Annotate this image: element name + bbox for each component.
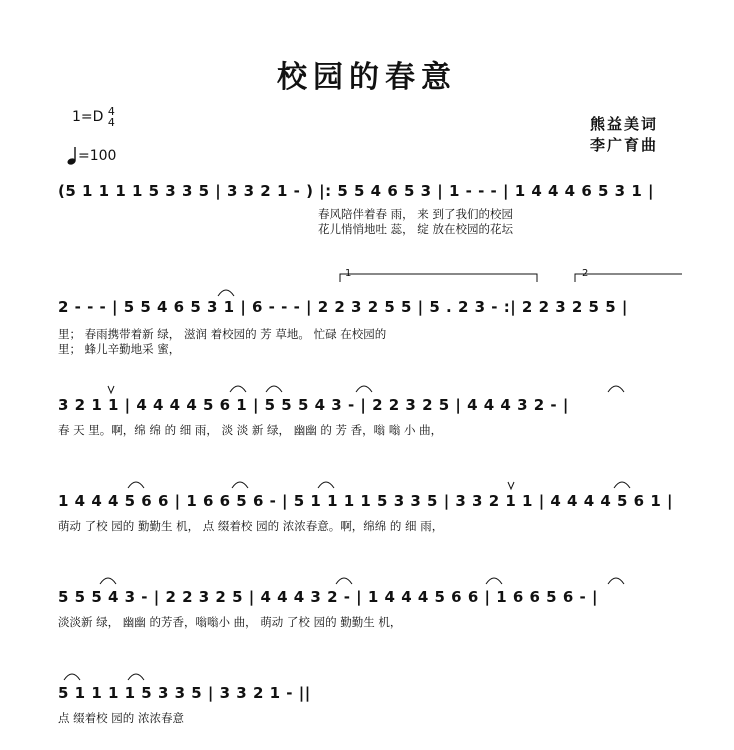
time-signature xyxy=(108,106,115,128)
slur xyxy=(608,578,624,584)
credits xyxy=(590,114,658,156)
second-ending-label: 2 xyxy=(582,268,589,279)
notes-line: 3 2 1 1 | 4 4 4 4 5 6 1 | 5 5 5 4 3 - | 2 2 3 2 5 | 4 4 4 3 2 - | xyxy=(58,396,569,414)
slur xyxy=(218,290,234,296)
lyrics-line: 淡淡新 绿， 幽幽 的芳香，嗡嗡小 曲， 萌动 了校 园的 勤勤生 机， xyxy=(58,615,402,629)
lyrics-verse-1: 春风陪伴着春 雨， 来 到了我们的校园 xyxy=(318,207,513,221)
lyrics-verse-1: 里； 春雨携带着新 绿， 滋润 着校园的 芳 草地。 忙碌 在校园的 xyxy=(58,327,387,341)
composer: 李广育曲 xyxy=(590,136,659,154)
notes-line: (5 1 1 1 1 5 3 3 5 | 3 3 2 1 - ) |: 5 5 4 6 5 3 | 1 - - - | 1 4 4 4 6 5 3 1 | xyxy=(58,182,654,200)
slur xyxy=(486,578,502,584)
slur xyxy=(100,578,116,584)
notes-line: 2 - - - | 5 5 4 6 5 3 1 | 6 - - - | 2 2 3 2 5 5 | 5 . 2 3 - :| 2 2 3 2 5 5 | xyxy=(58,298,628,316)
notes-line: 1 4 4 4 5 6 6 | 1 6 6 5 6 - | 5 1 1 1 1 5 3 3 5 | 3 3 2 1 1 | 4 4 4 4 5 6 1 | xyxy=(58,492,673,510)
tempo-marking xyxy=(66,146,116,166)
lyrics-verse-2: 花儿悄悄地吐 蕊， 绽 放在校园的花坛 xyxy=(318,222,513,236)
slur xyxy=(128,482,144,488)
lyrics-verse-2: 里； 蜂儿辛勤地采 蜜， xyxy=(58,342,181,356)
slur xyxy=(608,386,624,392)
slur xyxy=(64,674,80,680)
time-denominator: 4 xyxy=(107,116,115,129)
quarter-note-icon xyxy=(66,146,78,166)
time-numerator: 4 xyxy=(107,105,115,118)
notes-line: 5 1 1 1 1 5 3 3 5 | 3 3 2 1 - || xyxy=(58,684,311,702)
second-ending-bracket xyxy=(575,274,682,282)
slur xyxy=(232,482,248,488)
slur xyxy=(318,482,334,488)
key-signature xyxy=(72,106,115,128)
slur xyxy=(356,386,372,392)
first-ending-label: 1 xyxy=(345,268,352,279)
slur xyxy=(614,482,630,488)
lyrics-line: 点 缀着校 园的 浓浓春意 xyxy=(58,711,184,725)
song-title: 校园的春意 xyxy=(277,60,457,95)
key-prefix: 1=D xyxy=(72,109,104,125)
breath-mark xyxy=(508,482,514,489)
slur xyxy=(336,578,352,584)
first-ending-bracket xyxy=(340,274,537,282)
lyricist: 熊益美词 xyxy=(590,115,659,133)
slur xyxy=(266,386,282,392)
slur xyxy=(230,386,246,392)
lyrics-line: 萌动 了校 园的 勤勤生 机， 点 缀着校 园的 浓浓春意。啊，绵绵 的 细 雨， xyxy=(58,519,444,533)
tempo-value: =100 xyxy=(78,148,117,164)
slur xyxy=(128,674,144,680)
breath-mark xyxy=(108,386,114,393)
notes-line: 5 5 5 4 3 - | 2 2 3 2 5 | 4 4 4 3 2 - | 1 4 4 4 5 6 6 | 1 6 6 5 6 - | xyxy=(58,588,598,606)
lyrics-line: 春 天 里。啊，绵 绵 的 细 雨， 淡 淡 新 绿， 幽幽 的 芳 香，嗡 嗡 小 曲， xyxy=(58,423,443,437)
